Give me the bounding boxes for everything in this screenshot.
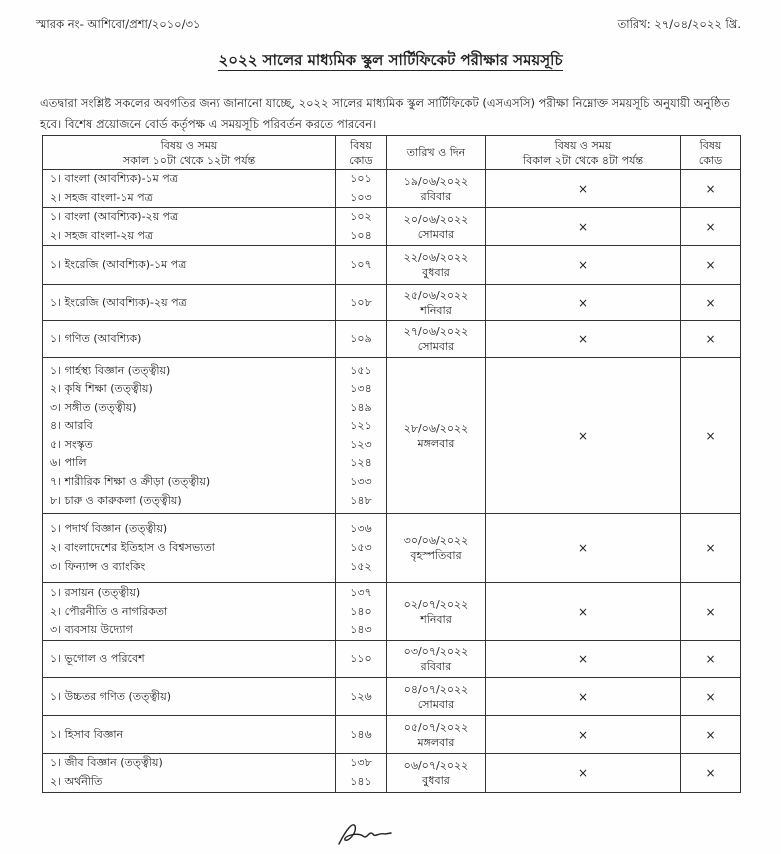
afternoon-code-cell: × (681, 678, 741, 716)
date-cell (387, 285, 486, 321)
code-cell (336, 514, 387, 583)
afternoon-code-cell: × (681, 514, 741, 583)
afternoon-subject-cell: × (486, 285, 681, 321)
table-header-row (43, 136, 741, 170)
subject-code: ১৫৩ (350, 541, 372, 555)
exam-day: সোমবার (417, 227, 455, 241)
page-title: ২০২২ সালের মাধ্যমিক স্কুল সার্টিফিকেট পরীক্ষার সময়সূচি (218, 51, 563, 69)
date-cell (387, 583, 486, 641)
exam-date: ০৩/০৭/২০২২ (403, 645, 469, 659)
exam-date: ২৮/০৬/২০২২ (403, 421, 469, 435)
afternoon-subject-cell: × (486, 641, 681, 678)
subject-code: ১৩৩ (350, 475, 372, 489)
exam-date: ০৫/০৭/২০২২ (403, 720, 469, 734)
subject-cell (43, 246, 336, 285)
subject-name: ১। বাংলা (আবশ্যিক)-২য় পত্র (50, 210, 179, 224)
subject-code: ১৫২ (350, 559, 372, 573)
schedule-row (43, 678, 741, 716)
date-cell (387, 208, 486, 246)
subject-code: ১০২ (350, 210, 372, 224)
afternoon-code-cell: × (681, 285, 741, 321)
exam-date: ২৭/০৬/২০২২ (403, 325, 469, 339)
date-cell (387, 754, 486, 792)
date-cell (387, 641, 486, 678)
header-date-day: তারিখ ও দিন (387, 136, 486, 170)
afternoon-subject-cell: × (486, 583, 681, 641)
subject-cell (43, 754, 336, 792)
intro-paragraph: এতদ্বারা সংশ্লিষ্ট সকলের অবগতির জন্য জানানো যাচ্ছে, ২০২২ সালের মাধ্যমিক স্কুল সার্টিফিকেট (এসএসসি) পরীক্ষা নিম্নোক্ত সময়সূচি অনুযায়ী অনুষ্ঠিত হবে। বিশেষ প্রয়োজনে বোর্ড কর্তৃপক্ষ এ সময়সূচি পরিবর্তন করতে পারবেন। (40, 96, 730, 131)
subject-cell (43, 170, 336, 208)
exam-day: বুধবার (422, 266, 450, 280)
subject-code: ১৪৬ (350, 727, 372, 741)
date-cell (387, 321, 486, 358)
schedule-row (43, 754, 741, 792)
exam-date: ২০/০৬/২০২২ (403, 212, 469, 226)
subject-code: ১৪৯ (350, 400, 372, 414)
subject-name: ৩। ব্যবসায় উদ্যোগ (50, 623, 133, 637)
subject-cell (43, 678, 336, 716)
exam-day: বুধবার (422, 773, 450, 787)
subject-name: ২। সহজ বাংলা-১ম পত্র (50, 190, 153, 204)
header-morning: বিষয় ও সময় সকাল ১০টা থেকে ১২টা পর্যন্ত (43, 136, 336, 170)
schedule-row (43, 321, 741, 358)
schedule-row (43, 285, 741, 321)
subject-cell (43, 358, 336, 514)
subject-code: ১০৭ (350, 258, 372, 272)
date-cell (387, 678, 486, 716)
exam-day: বৃহস্পতিবার (410, 549, 462, 563)
schedule-row (43, 583, 741, 641)
exam-day: সোমবার (417, 340, 455, 354)
subject-name: ৬। পালি (50, 456, 87, 470)
afternoon-subject-cell: × (486, 716, 681, 754)
schedule-row (43, 246, 741, 285)
schedule-row (43, 641, 741, 678)
code-cell (336, 170, 387, 208)
schedule-row (43, 208, 741, 246)
subject-name: ১। রসায়ন (তত্ত্বীয়) (50, 585, 141, 599)
schedule-row (43, 514, 741, 583)
afternoon-subject-cell: × (486, 208, 681, 246)
code-cell (336, 285, 387, 321)
header-afternoon: বিষয় ও সময় বিকাল ২টা থেকে ৪টা পর্যন্ত (486, 136, 681, 170)
subject-code: ১৩৭ (350, 585, 372, 599)
afternoon-code-cell: × (681, 583, 741, 641)
subject-name: ১। হিসাব বিজ্ঞান (50, 727, 124, 741)
afternoon-code-cell: × (681, 716, 741, 754)
subject-name: ১। গার্হস্থ্য বিজ্ঞান (তত্ত্বীয়) (50, 363, 171, 377)
subject-name: ১। ইংরেজি (আবশ্যিক)-২য় পত্র (50, 295, 187, 309)
schedule-row (43, 716, 741, 754)
subject-code: ১২৪ (350, 456, 372, 470)
subject-code: ১৪০ (350, 604, 372, 618)
afternoon-code-cell: × (681, 641, 741, 678)
afternoon-code-cell: × (681, 246, 741, 285)
subject-code: ১৩৪ (350, 382, 372, 396)
afternoon-subject-cell: × (486, 321, 681, 358)
schedule-row (43, 358, 741, 514)
afternoon-code-cell: × (681, 208, 741, 246)
code-cell (336, 246, 387, 285)
exam-day: মঙ্গলবার (417, 436, 455, 450)
issue-date: তারিখ: ২৭/০৪/২০২২ খ্রি. (617, 17, 741, 31)
exam-date: ১৯/০৬/২০২২ (403, 174, 469, 188)
code-cell (336, 358, 387, 514)
date-cell (387, 170, 486, 208)
code-cell (336, 321, 387, 358)
subject-name: ৩। সঙ্গীত (তত্ত্বীয়) (50, 400, 137, 414)
code-cell (336, 208, 387, 246)
date-cell (387, 514, 486, 583)
exam-date: ০২/০৭/২০২২ (403, 597, 469, 611)
afternoon-subject-cell: × (486, 678, 681, 716)
afternoon-subject-cell: × (486, 514, 681, 583)
subject-name: ১। উচ্চতর গণিত (তত্ত্বীয়) (50, 689, 172, 703)
subject-code: ১০৪ (350, 228, 372, 242)
code-cell (336, 641, 387, 678)
exam-day: রবিবার (420, 660, 452, 674)
exam-date: ০৪/০৭/২০২২ (403, 682, 469, 696)
subject-name: ২। অর্থনীতি (50, 774, 103, 788)
header-code: বিষয় কোড (336, 136, 387, 170)
exam-day: মঙ্গলবার (417, 735, 455, 749)
subject-cell (43, 208, 336, 246)
subject-name: ১। ভূগোল ও পরিবেশ (50, 652, 145, 666)
memo-number: স্মারক নং- আশিবো/প্রশা/২০১০/৩১ (36, 17, 201, 31)
subject-code: ১৩৬ (350, 522, 372, 536)
schedule-table (42, 135, 741, 793)
subject-cell (43, 716, 336, 754)
header-code-2: বিষয় কোড (681, 136, 741, 170)
subject-name: ১। জীব বিজ্ঞান (তত্ত্বীয়) (50, 756, 163, 770)
exam-day: রবিবার (420, 189, 452, 203)
subject-code: ১০১ (350, 172, 372, 185)
subject-code: ১০৮ (350, 295, 372, 309)
subject-cell (43, 321, 336, 358)
subject-code: ১২৩ (350, 437, 372, 451)
date-cell (387, 358, 486, 514)
subject-name: ৮। চারু ও কারুকলা (তত্ত্বীয়) (50, 493, 182, 507)
subject-code: ১৪৩ (350, 623, 372, 637)
subject-name: ২। সহজ বাংলা-২য় পত্র (50, 228, 154, 242)
subject-name: ৫। সংস্কৃত (50, 437, 93, 451)
subject-code: ১৩৮ (350, 756, 372, 770)
code-cell (336, 716, 387, 754)
code-cell (336, 678, 387, 716)
subject-code: ১৪৮ (350, 493, 372, 507)
exam-date: ২২/০৬/২০২২ (403, 251, 469, 265)
exam-date: ৩০/০৬/২০২২ (403, 534, 469, 548)
schedule-row (43, 170, 741, 208)
subject-name: ২। বাংলাদেশের ইতিহাস ও বিশ্বসভ্যতা (50, 541, 215, 555)
subject-name: ১। বাংলা (আবশ্যিক)-১ম পত্র (50, 172, 178, 185)
subject-name: ৪। আরবি (50, 419, 93, 433)
subject-code: ১২৬ (350, 689, 372, 703)
afternoon-code-cell: × (681, 754, 741, 792)
subject-code: ১০৩ (350, 190, 372, 204)
afternoon-code-cell: × (681, 170, 741, 208)
afternoon-subject-cell: × (486, 170, 681, 208)
afternoon-subject-cell: × (486, 754, 681, 792)
subject-cell (43, 583, 336, 641)
exam-date: ২৫/০৬/২০২২ (403, 288, 469, 302)
subject-code: ১৪১ (350, 774, 372, 788)
afternoon-code-cell: × (681, 358, 741, 514)
subject-code: ১৫১ (350, 363, 372, 377)
exam-day: শনিবার (420, 303, 452, 317)
subject-name: ১। পদার্থ বিজ্ঞান (তত্ত্বীয়) (50, 522, 168, 536)
subject-name: ৩। ফিন্যান্স ও ব্যাংকিং (50, 559, 146, 573)
afternoon-code-cell: × (681, 321, 741, 358)
exam-date: ০৬/০৭/২০২২ (403, 758, 469, 772)
code-cell (336, 583, 387, 641)
date-cell (387, 246, 486, 285)
subject-code: ১২১ (350, 419, 372, 433)
subject-cell (43, 285, 336, 321)
exam-day: সোমবার (417, 697, 455, 711)
subject-code: ১০৯ (350, 332, 372, 346)
subject-name: ২। পৌরনীতি ও নাগরিকতা (50, 604, 168, 618)
subject-name: ১। গণিত (আবশ্যিক) (50, 332, 142, 346)
subject-cell (43, 514, 336, 583)
subject-name: ৭। শারীরিক শিক্ষা ও ক্রীড়া (তত্ত্বীয়) (50, 475, 211, 489)
subject-name: ১। ইংরেজি (আবশ্যিক)-১ম পত্র (50, 258, 187, 272)
afternoon-subject-cell: × (486, 358, 681, 514)
code-cell (336, 754, 387, 792)
subject-cell (43, 641, 336, 678)
signature-image (335, 818, 395, 848)
subject-name: ২। কৃষি শিক্ষা (তত্ত্বীয়) (50, 382, 153, 396)
exam-day: শনিবার (420, 612, 452, 626)
subject-code: ১১০ (350, 652, 372, 666)
date-cell (387, 716, 486, 754)
afternoon-subject-cell: × (486, 246, 681, 285)
